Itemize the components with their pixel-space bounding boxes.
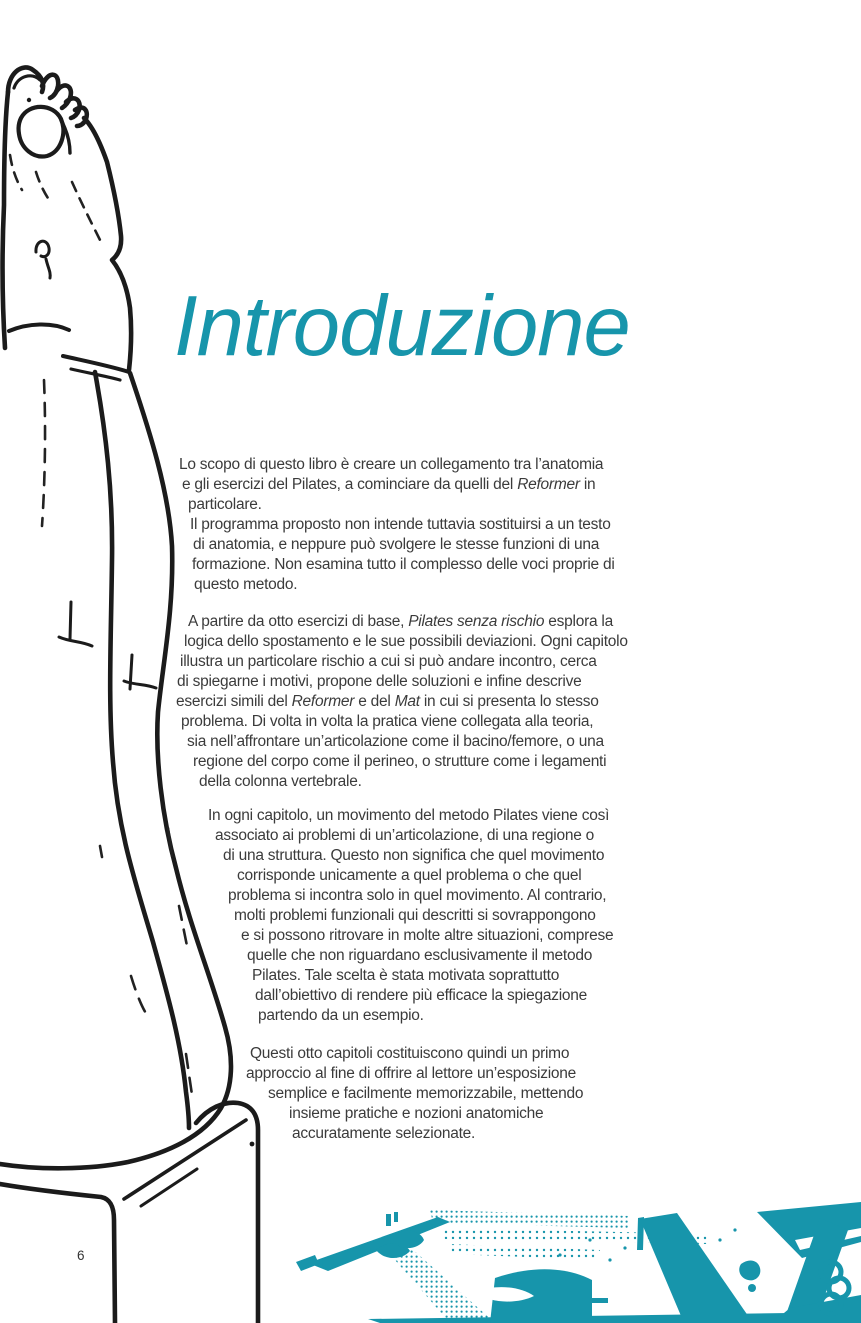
text-line: formazione. Non esamina tutto il complesso delle voci proprie di bbox=[192, 556, 615, 573]
text-line: Pilates. Tale scelta è stata motivata soprattutto bbox=[252, 967, 560, 984]
text-line: associato ai problemi di un’articolazione, di una regione o bbox=[215, 827, 595, 844]
text-line: In ogni capitolo, un movimento del metodo Pilates viene così bbox=[208, 807, 610, 824]
text-line: problema. Di volta in volta la pratica viene collegata alla teoria, bbox=[181, 713, 594, 730]
text-line: A partire da otto esercizi di base, Pilates senza rischio esplora la bbox=[188, 613, 613, 630]
page-number: 6 bbox=[77, 1248, 85, 1263]
text-line: dall’obiettivo di rendere più efficace la spiegazione bbox=[255, 987, 587, 1004]
paragraph bbox=[0, 455, 780, 595]
text-line: Questi otto capitoli costituiscono quindi un primo bbox=[250, 1045, 570, 1062]
text-line: e si possono ritrovare in molte altre situazioni, comprese bbox=[241, 927, 614, 944]
text-line: Lo scopo di questo libro è creare un collegamento tra l’anatomia bbox=[179, 456, 604, 473]
text-line: corrisponde unicamente a quel problema o che quel bbox=[237, 867, 582, 884]
text-line: insieme pratiche e nozioni anatomiche bbox=[289, 1105, 544, 1122]
text-line: illustra un particolare rischio a cui si può andare incontro, cerca bbox=[180, 653, 597, 670]
paragraph bbox=[0, 1044, 780, 1144]
text-line: di una struttura. Questo non significa che quel movimento bbox=[223, 847, 605, 864]
text-line: regione del corpo come il perineo, o strutture come i legamenti bbox=[193, 753, 607, 770]
text-line: e gli esercizi del Pilates, a cominciare da quelli del Reformer in bbox=[182, 476, 596, 493]
paragraph bbox=[0, 612, 780, 792]
paragraph bbox=[0, 806, 780, 1026]
text-line: semplice e facilmente memorizzabile, mettendo bbox=[268, 1085, 584, 1102]
text-line: accuratamente selezionate. bbox=[292, 1125, 476, 1142]
text-line: questo metodo. bbox=[194, 576, 298, 593]
text-line: Il programma proposto non intende tuttavia sostituirsi a un testo bbox=[190, 516, 611, 533]
text-line: molti problemi funzionali qui descritti si sovrappongono bbox=[234, 907, 596, 924]
text-line: quelle che non riguardano esclusivamente il metodo bbox=[247, 947, 593, 964]
text-line: esercizi simili del Reformer e del Mat in cui si presenta lo stesso bbox=[176, 693, 599, 710]
text-line: approccio al fine di offrire al lettore un’esposizione bbox=[246, 1065, 576, 1082]
text-line: partendo da un esempio. bbox=[258, 1007, 424, 1024]
chapter-title: Introduzione bbox=[174, 279, 630, 374]
text-line: di anatomia, e neppure può svolgere le stesse funzioni di una bbox=[193, 536, 600, 553]
text-line: di spiegarne i motivi, propone delle soluzioni e infine descrive bbox=[177, 673, 582, 690]
text-line: sia nell’affrontare un’articolazione come il bacino/femore, o una bbox=[187, 733, 604, 750]
text-line: problema si incontra solo in quel movimento. Al contrario, bbox=[228, 887, 607, 904]
text-line: della colonna vertebrale. bbox=[199, 773, 362, 790]
text-line: logica dello spostamento e le sue possibili deviazioni. Ogni capitolo bbox=[184, 633, 628, 650]
text-line: particolare. bbox=[188, 496, 262, 513]
